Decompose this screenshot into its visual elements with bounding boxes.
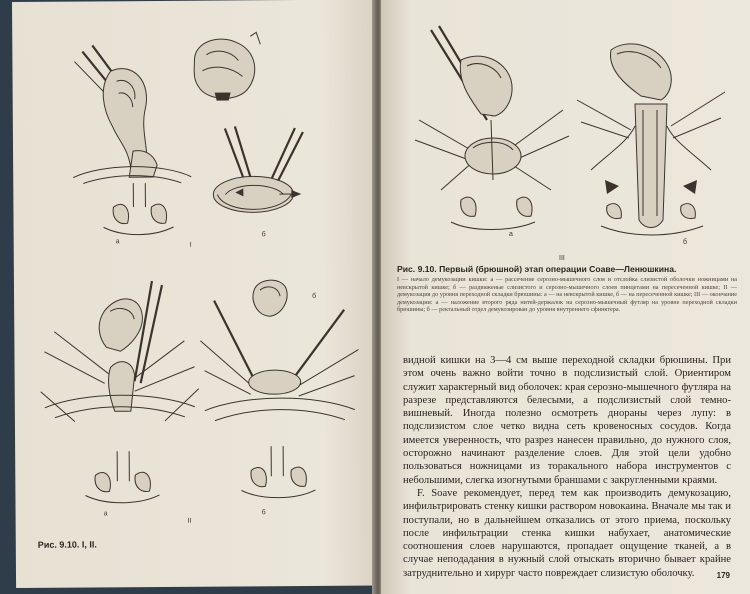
figure-2b-illustration (194, 270, 366, 521)
body-text (403, 354, 731, 580)
figure-1-bowel-loop (180, 30, 271, 111)
figure-3-roman-label (555, 250, 581, 264)
fig-label-3a: а (509, 231, 513, 238)
page-number: 179 (716, 571, 730, 580)
fig-roman-2: II (187, 517, 192, 525)
fig-label-2b: б (261, 509, 266, 517)
figure-caption-block (397, 264, 737, 314)
fig-label-2-corner: б (312, 292, 317, 300)
figure-caption-body: I — начало демукозации кишки: а — рассечение серозно-мышечного слоя и отслойка слизистой оболочки ножницами на невскрытой кишке; б — раздвиженые слизистого и серозно-мышечного слоев пинцетами на пересеченной кишке; II — демукозация до уровня переходной складки брюшины: а — на невскрытой кишке, б — на пересеченной кишке; III — окончание демукозации: а — наложение второго ряда нитей-держалок на серозно-мышечный футляр на уровне переходной складки брюшины; б — ректальный отдел демукозирован до уровня внутреннего сфинктера. (397, 276, 737, 314)
fig-label-3b: б (683, 239, 688, 246)
body-paragraph-1: видной кишки на 3—4 см выше переходной складки брюшины. При этом очень важно войти точно в подслизистый слой. Ориентиром служит характерный вид оболочек: края серозно-мышечного футляра на разрезе представляются белесыми, а подслизистый слой темно-вишневый. Иногда полезно осмотреть днораны через лупу: в подслизистом слое четко видна сеть кровеносных сосудов. Когда имеется уверенность, что разрез нанесен правильно, до нужного слоя, осторожно начинают разделение слоев. Для этой цели удобно пользоваться ножницами из торакального набора инструментов с небольшими, слегка изогнутыми браншами с закругленными краями. (403, 355, 731, 486)
fig-roman-3: III (559, 255, 565, 262)
figure-caption-title: Рис. 9.10. Первый (брюшной) этап операции Соаве—Ленюшкина. (397, 264, 677, 274)
left-page (12, 0, 379, 588)
right-page (381, 0, 750, 594)
figure-3a-illustration (411, 20, 571, 240)
fig-label-1b: б (261, 231, 266, 239)
fig-label-1a: а (115, 238, 120, 246)
fig-roman-1: I (189, 241, 192, 249)
figure-3b-illustration (571, 30, 731, 250)
left-figure-caption: Рис. 9.10. I, II. (37, 539, 97, 550)
figure-1-roman-label (184, 237, 204, 251)
fig-label-2a: а (103, 510, 108, 518)
figure-2a-illustration (34, 271, 206, 522)
body-paragraph-2: F. Soave рекомендует, перед тем как производить демукозацию, инфильтрировать стенку кишки раствором новокаина. Вначале мы так и поступали, но в дальнейшем отказались от этого приема, поскольку после инфильтрации стенка кишки набухает, анатомические соотношения слоев нарушаются, пропадает ощущение тканей, а в случае неподадания в нужный слой отыскать вторично бывает крайне затруднительно и хирург часто повреждает слизистую оболочку. (403, 487, 731, 579)
figure-2-roman-label (184, 513, 208, 527)
figure-1b-illustration (195, 122, 326, 243)
